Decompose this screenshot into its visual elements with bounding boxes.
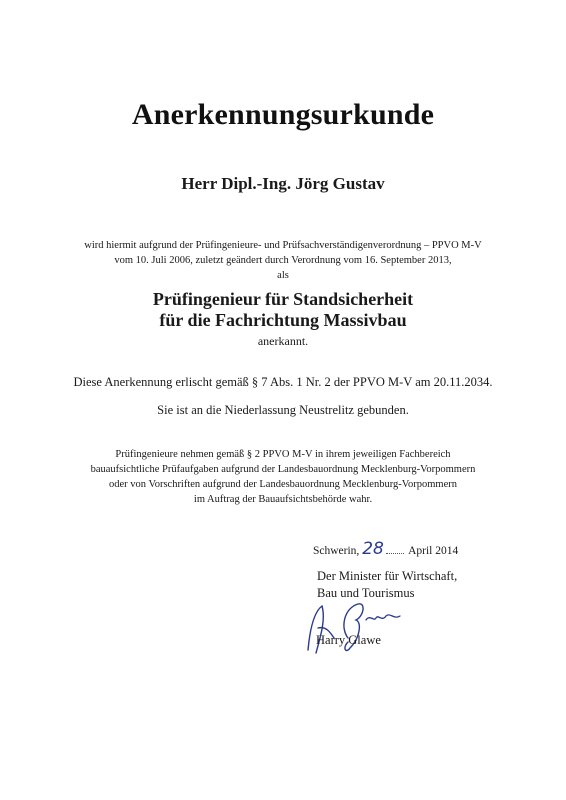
- place-label: Schwerin,: [313, 545, 360, 557]
- role-title: [0, 289, 566, 331]
- document-title: Anerkennungsurkunde: [131, 98, 435, 131]
- duties-line: im Auftrag der Bauaufsichtsbehörde wahr.: [193, 494, 373, 505]
- recipient-name: Herr Dipl.-Ing. Jörg Gustav: [181, 174, 385, 193]
- handwritten-day: 28: [362, 539, 384, 559]
- date-dotted-line: [386, 553, 404, 554]
- signatory-title-line: Bau und Tourismus: [317, 586, 415, 600]
- signer-name: Harry Glawe: [316, 633, 381, 647]
- intro-text: [0, 238, 566, 283]
- anerkannt-text: anerkannt.: [257, 334, 309, 348]
- place-date: [313, 539, 458, 559]
- branch-text: Sie ist an die Niederlassung Neustrelitz gebunden.: [157, 403, 409, 417]
- intro-line: wird hiermit aufgrund der Prüfingenieure- und Prüfsachverständigenverordnung – PPVO M-V: [84, 240, 482, 251]
- handwritten-signature: [300, 598, 410, 658]
- duties-line: oder von Vorschriften aufgrund der Landesbauordnung Mecklenburg-Vorpommern: [109, 479, 457, 490]
- intro-line: als: [277, 270, 289, 281]
- role-line: Prüfingenieur für Standsicherheit: [152, 289, 414, 309]
- duties-line: Prüfingenieure nehmen gemäß § 2 PPVO M-V in ihrem jeweiligen Fachbereich: [115, 449, 451, 460]
- intro-line: vom 10. Juli 2006, zuletzt geändert durch Verordnung vom 16. September 2013,: [114, 255, 452, 266]
- role-line: für die Fachrichtung Massivbau: [159, 310, 407, 330]
- duties-line: bauaufsichtliche Prüfaufgaben aufgrund der Landesbauordnung Mecklenburg-Vorpommern: [90, 464, 476, 475]
- signatory-title-line: Der Minister für Wirtschaft,: [317, 569, 458, 583]
- signatory-title: [317, 568, 457, 602]
- duties-text: [0, 447, 566, 507]
- month-year: April 2014: [408, 545, 459, 557]
- expiry-text: Diese Anerkennung erlischt gemäß § 7 Abs. 1 Nr. 2 der PPVO M-V am 20.11.2034.: [73, 375, 493, 389]
